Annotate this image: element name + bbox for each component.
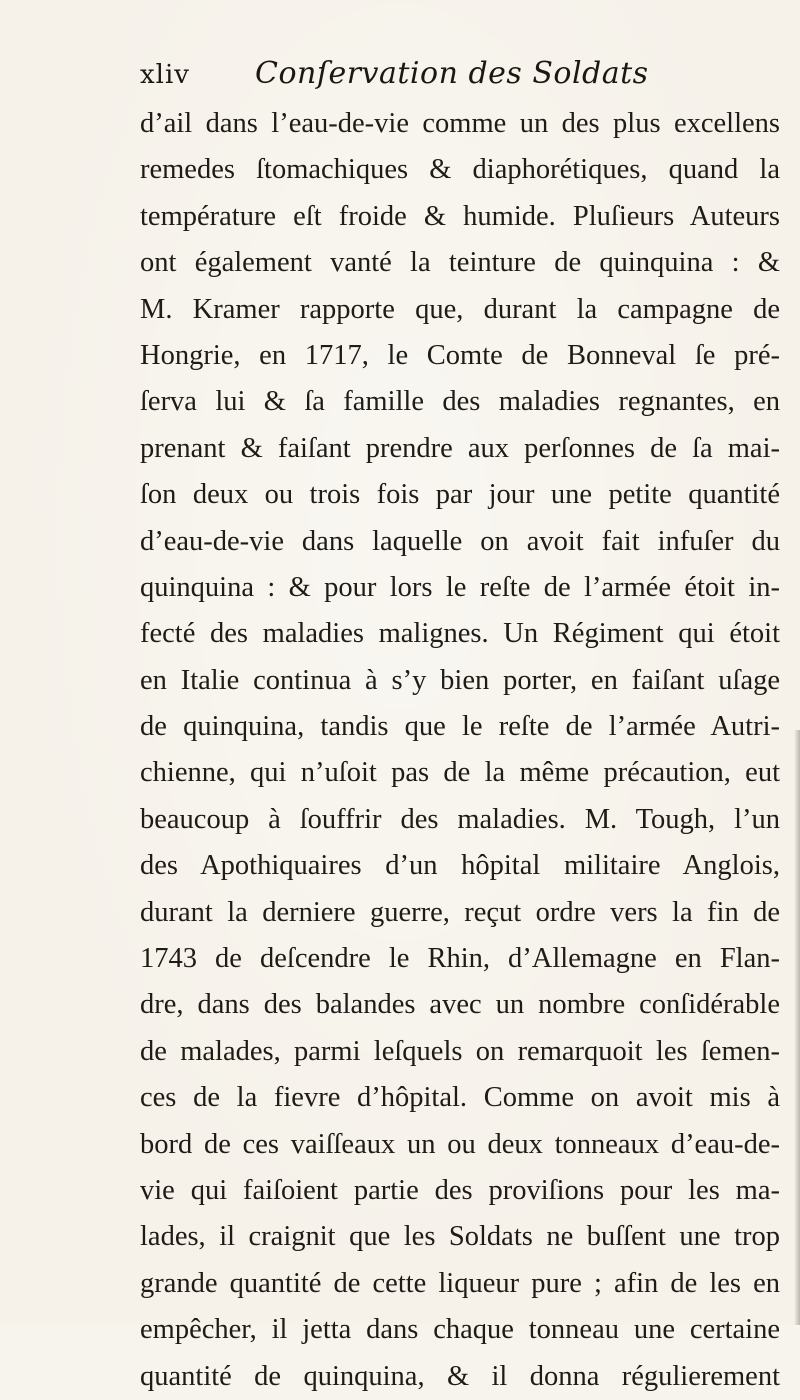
text-line: ont également vanté la teinture de quinquina : &: [140, 247, 780, 279]
running-title: Conſervation des Soldats: [255, 56, 649, 91]
page-number: xliv: [140, 60, 190, 90]
text-line: quinquina : & pour lors le reſte de l’armée étoit in-: [140, 571, 780, 603]
page-edge-shadow: [794, 730, 800, 1325]
text-line: vie qui faiſoient partie des proviſions pour les ma-: [140, 1174, 780, 1206]
text-line: grande quantité de cette liqueur pure ; afin de les en: [140, 1267, 780, 1299]
text-line: ſerva lui & ſa famille des maladies regnantes, en: [140, 386, 780, 418]
text-line: des Apothiquaires d’un hôpital militaire Anglois,: [140, 850, 780, 882]
text-line: lades, il craignit que les Soldats ne buſſent une trop: [140, 1221, 780, 1253]
text-line: bord de ces vaiſſeaux un ou deux tonneaux d’eau-de-: [140, 1128, 780, 1160]
text-line: température eſt froide & humide. Pluſieurs Auteurs: [140, 200, 780, 232]
page-header: [140, 56, 740, 100]
text-line: ſon deux ou trois fois par jour une petite quantité: [140, 479, 780, 511]
text-line: Hongrie, en 1717, le Comte de Bonneval ſe pré-: [140, 339, 780, 371]
text-line: 1743 de deſcendre le Rhin, d’Allemagne en Flan-: [140, 943, 780, 975]
text-line: beaucoup à ſouffrir des maladies. M. Tough, l’un: [140, 803, 780, 835]
text-line: prenant & faiſant prendre aux perſonnes de ſa mai-: [140, 432, 780, 464]
text-line: chienne, qui n’uſoit pas de la même précaution, eut: [140, 757, 780, 789]
text-line: M. Kramer rapporte que, durant la campagne de: [140, 293, 780, 325]
text-line: ces de la fievre d’hôpital. Comme on avoit mis à: [140, 1082, 780, 1114]
text-line: d’eau-de-vie dans laquelle on avoit fait infuſer du: [140, 525, 780, 557]
text-line: d’ail dans l’eau-de-vie comme un des plus excellens: [140, 108, 780, 139]
text-line: fecté des maladies malignes. Un Régiment qui étoit: [140, 618, 780, 650]
text-line: remedes ſtomachiques & diaphorétiques, quand la: [140, 154, 780, 186]
text-line: quantité de quinquina, & il donna régulierement: [140, 1360, 780, 1392]
body-text: [140, 101, 780, 1400]
text-line: en Italie continua à s’y bien porter, en faiſant uſage: [140, 664, 780, 696]
text-line: dre, dans des balandes avec un nombre conſidérable: [140, 989, 780, 1021]
text-line: de quinquina, tandis que le reſte de l’armée Autri-: [140, 711, 780, 743]
text-line: durant la derniere guerre, reçut ordre vers la fin de: [140, 896, 780, 928]
text-line: empêcher, il jetta dans chaque tonneau une certaine: [140, 1314, 780, 1346]
text-line: de malades, parmi leſquels on remarquoit les ſemen-: [140, 1035, 780, 1067]
